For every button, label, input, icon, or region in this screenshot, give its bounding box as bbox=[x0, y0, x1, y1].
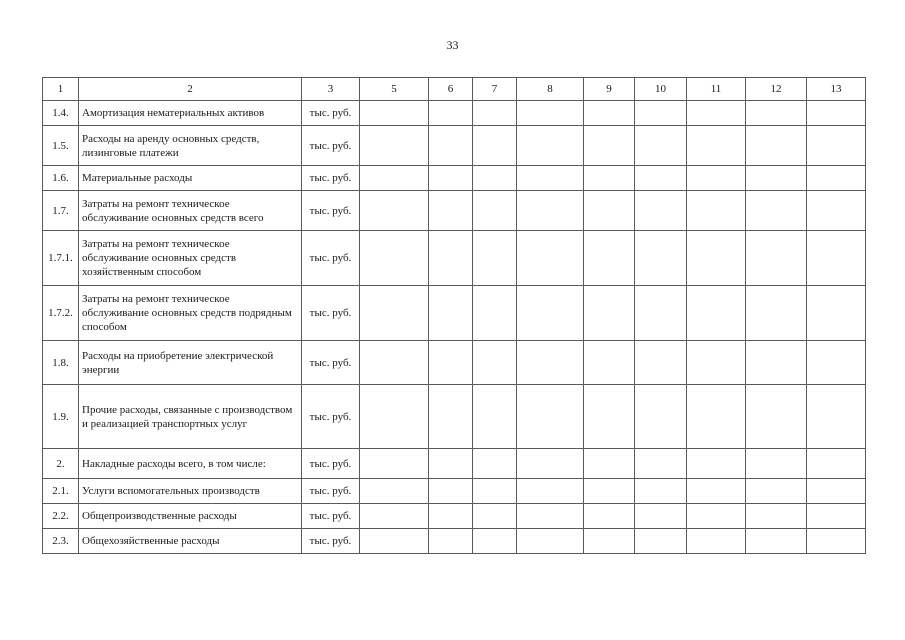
value-cell bbox=[584, 166, 635, 191]
value-cell bbox=[429, 385, 473, 449]
value-cell bbox=[517, 231, 584, 286]
table-row bbox=[43, 529, 866, 554]
value-cell bbox=[473, 529, 517, 554]
value-cell bbox=[687, 231, 746, 286]
value-cell bbox=[473, 385, 517, 449]
value-cell bbox=[473, 286, 517, 341]
value-cell bbox=[517, 191, 584, 231]
value-cell bbox=[584, 101, 635, 126]
value-cell bbox=[584, 231, 635, 286]
row-number: 1.4. bbox=[43, 101, 79, 126]
value-cell bbox=[360, 101, 429, 126]
value-cell bbox=[687, 449, 746, 479]
value-cell bbox=[746, 191, 807, 231]
value-cell bbox=[746, 479, 807, 504]
row-number: 1.8. bbox=[43, 341, 79, 385]
table-row bbox=[43, 479, 866, 504]
value-cell bbox=[687, 504, 746, 529]
value-cell bbox=[687, 166, 746, 191]
value-cell bbox=[584, 126, 635, 166]
value-cell bbox=[473, 231, 517, 286]
row-name: Затраты на ремонт техническое обслуживание основных средств всего bbox=[79, 191, 302, 231]
value-cell bbox=[360, 191, 429, 231]
value-cell bbox=[687, 385, 746, 449]
value-cell bbox=[635, 126, 687, 166]
table-row bbox=[43, 166, 866, 191]
value-cell bbox=[517, 166, 584, 191]
value-cell bbox=[473, 479, 517, 504]
value-cell bbox=[584, 385, 635, 449]
value-cell bbox=[429, 286, 473, 341]
row-unit: тыс. руб. bbox=[302, 286, 360, 341]
value-cell bbox=[360, 449, 429, 479]
row-name: Общепроизводственные расходы bbox=[79, 504, 302, 529]
table-row bbox=[43, 385, 866, 449]
value-cell bbox=[635, 166, 687, 191]
row-name: Услуги вспомогательных производств bbox=[79, 479, 302, 504]
value-cell bbox=[687, 479, 746, 504]
value-cell bbox=[687, 126, 746, 166]
column-header: 11 bbox=[687, 78, 746, 101]
row-number: 2.3. bbox=[43, 529, 79, 554]
value-cell bbox=[360, 286, 429, 341]
row-unit: тыс. руб. bbox=[302, 479, 360, 504]
value-cell bbox=[360, 231, 429, 286]
value-cell bbox=[360, 479, 429, 504]
value-cell bbox=[429, 479, 473, 504]
row-unit: тыс. руб. bbox=[302, 504, 360, 529]
value-cell bbox=[473, 166, 517, 191]
page-number: 33 bbox=[446, 38, 459, 52]
value-cell bbox=[746, 529, 807, 554]
value-cell bbox=[807, 101, 866, 126]
value-cell bbox=[360, 166, 429, 191]
row-unit: тыс. руб. bbox=[302, 101, 360, 126]
row-number: 2.2. bbox=[43, 504, 79, 529]
value-cell bbox=[517, 286, 584, 341]
row-unit: тыс. руб. bbox=[302, 126, 360, 166]
value-cell bbox=[635, 504, 687, 529]
value-cell bbox=[584, 504, 635, 529]
column-header: 10 bbox=[635, 78, 687, 101]
value-cell bbox=[429, 529, 473, 554]
value-cell bbox=[635, 449, 687, 479]
column-header: 9 bbox=[584, 78, 635, 101]
value-cell bbox=[429, 504, 473, 529]
value-cell bbox=[635, 286, 687, 341]
column-header: 6 bbox=[429, 78, 473, 101]
value-cell bbox=[584, 341, 635, 385]
value-cell bbox=[429, 341, 473, 385]
table-row bbox=[43, 231, 866, 286]
value-cell bbox=[429, 231, 473, 286]
row-name: Амортизация нематериальных активов bbox=[79, 101, 302, 126]
value-cell bbox=[584, 449, 635, 479]
row-name: Накладные расходы всего, в том числе: bbox=[79, 449, 302, 479]
row-unit: тыс. руб. bbox=[302, 385, 360, 449]
value-cell bbox=[635, 101, 687, 126]
value-cell bbox=[584, 479, 635, 504]
value-cell bbox=[429, 166, 473, 191]
value-cell bbox=[807, 479, 866, 504]
value-cell bbox=[473, 449, 517, 479]
value-cell bbox=[473, 101, 517, 126]
value-cell bbox=[584, 191, 635, 231]
row-number: 1.7. bbox=[43, 191, 79, 231]
value-cell bbox=[584, 286, 635, 341]
value-cell bbox=[517, 126, 584, 166]
value-cell bbox=[807, 504, 866, 529]
value-cell bbox=[635, 231, 687, 286]
column-header: 7 bbox=[473, 78, 517, 101]
value-cell bbox=[687, 286, 746, 341]
table-row bbox=[43, 449, 866, 479]
column-header: 2 bbox=[79, 78, 302, 101]
row-number: 1.6. bbox=[43, 166, 79, 191]
value-cell bbox=[517, 101, 584, 126]
value-cell bbox=[429, 191, 473, 231]
column-header: 3 bbox=[302, 78, 360, 101]
value-cell bbox=[635, 191, 687, 231]
table-row bbox=[43, 126, 866, 166]
value-cell bbox=[517, 479, 584, 504]
value-cell bbox=[517, 385, 584, 449]
value-cell bbox=[635, 385, 687, 449]
table-row bbox=[43, 286, 866, 341]
value-cell bbox=[360, 341, 429, 385]
value-cell bbox=[473, 504, 517, 529]
column-header: 1 bbox=[43, 78, 79, 101]
value-cell bbox=[746, 101, 807, 126]
row-unit: тыс. руб. bbox=[302, 449, 360, 479]
value-cell bbox=[807, 286, 866, 341]
row-number: 2. bbox=[43, 449, 79, 479]
value-cell bbox=[807, 191, 866, 231]
value-cell bbox=[807, 231, 866, 286]
value-cell bbox=[517, 449, 584, 479]
value-cell bbox=[635, 529, 687, 554]
value-cell bbox=[473, 341, 517, 385]
cost-table bbox=[42, 77, 866, 554]
column-header: 12 bbox=[746, 78, 807, 101]
header-row bbox=[43, 78, 866, 101]
value-cell bbox=[473, 191, 517, 231]
value-cell bbox=[635, 341, 687, 385]
value-cell bbox=[807, 529, 866, 554]
value-cell bbox=[746, 126, 807, 166]
row-number: 1.7.1. bbox=[43, 231, 79, 286]
value-cell bbox=[360, 385, 429, 449]
value-cell bbox=[687, 529, 746, 554]
table-row bbox=[43, 504, 866, 529]
row-name: Прочие расходы, связанные с производством и реализацией транспортных услуг bbox=[79, 385, 302, 449]
value-cell bbox=[687, 341, 746, 385]
value-cell bbox=[517, 341, 584, 385]
table-row bbox=[43, 341, 866, 385]
value-cell bbox=[584, 529, 635, 554]
row-name: Расходы на приобретение электрической энергии bbox=[79, 341, 302, 385]
column-header: 13 bbox=[807, 78, 866, 101]
value-cell bbox=[807, 449, 866, 479]
column-header: 8 bbox=[517, 78, 584, 101]
value-cell bbox=[746, 504, 807, 529]
value-cell bbox=[429, 449, 473, 479]
row-unit: тыс. руб. bbox=[302, 166, 360, 191]
value-cell bbox=[807, 166, 866, 191]
row-name: Затраты на ремонт техническое обслуживание основных средств хозяйственным способом bbox=[79, 231, 302, 286]
value-cell bbox=[687, 191, 746, 231]
row-number: 1.5. bbox=[43, 126, 79, 166]
row-name: Расходы на аренду основных средств, лизинговые платежи bbox=[79, 126, 302, 166]
value-cell bbox=[635, 479, 687, 504]
value-cell bbox=[360, 529, 429, 554]
row-unit: тыс. руб. bbox=[302, 341, 360, 385]
value-cell bbox=[807, 341, 866, 385]
value-cell bbox=[746, 385, 807, 449]
value-cell bbox=[473, 126, 517, 166]
value-cell bbox=[360, 504, 429, 529]
row-number: 1.7.2. bbox=[43, 286, 79, 341]
value-cell bbox=[687, 101, 746, 126]
value-cell bbox=[746, 286, 807, 341]
row-unit: тыс. руб. bbox=[302, 529, 360, 554]
row-number: 2.1. bbox=[43, 479, 79, 504]
row-name: Общехозяйственные расходы bbox=[79, 529, 302, 554]
column-header: 5 bbox=[360, 78, 429, 101]
row-number: 1.9. bbox=[43, 385, 79, 449]
value-cell bbox=[746, 341, 807, 385]
row-unit: тыс. руб. bbox=[302, 191, 360, 231]
value-cell bbox=[807, 126, 866, 166]
value-cell bbox=[429, 101, 473, 126]
value-cell bbox=[807, 385, 866, 449]
value-cell bbox=[429, 126, 473, 166]
value-cell bbox=[517, 504, 584, 529]
value-cell bbox=[746, 166, 807, 191]
row-name: Затраты на ремонт техническое обслуживание основных средств подрядным способом bbox=[79, 286, 302, 341]
table-row bbox=[43, 191, 866, 231]
value-cell bbox=[746, 231, 807, 286]
value-cell bbox=[517, 529, 584, 554]
table-row bbox=[43, 101, 866, 126]
row-name: Материальные расходы bbox=[79, 166, 302, 191]
value-cell bbox=[360, 126, 429, 166]
row-unit: тыс. руб. bbox=[302, 231, 360, 286]
value-cell bbox=[746, 449, 807, 479]
